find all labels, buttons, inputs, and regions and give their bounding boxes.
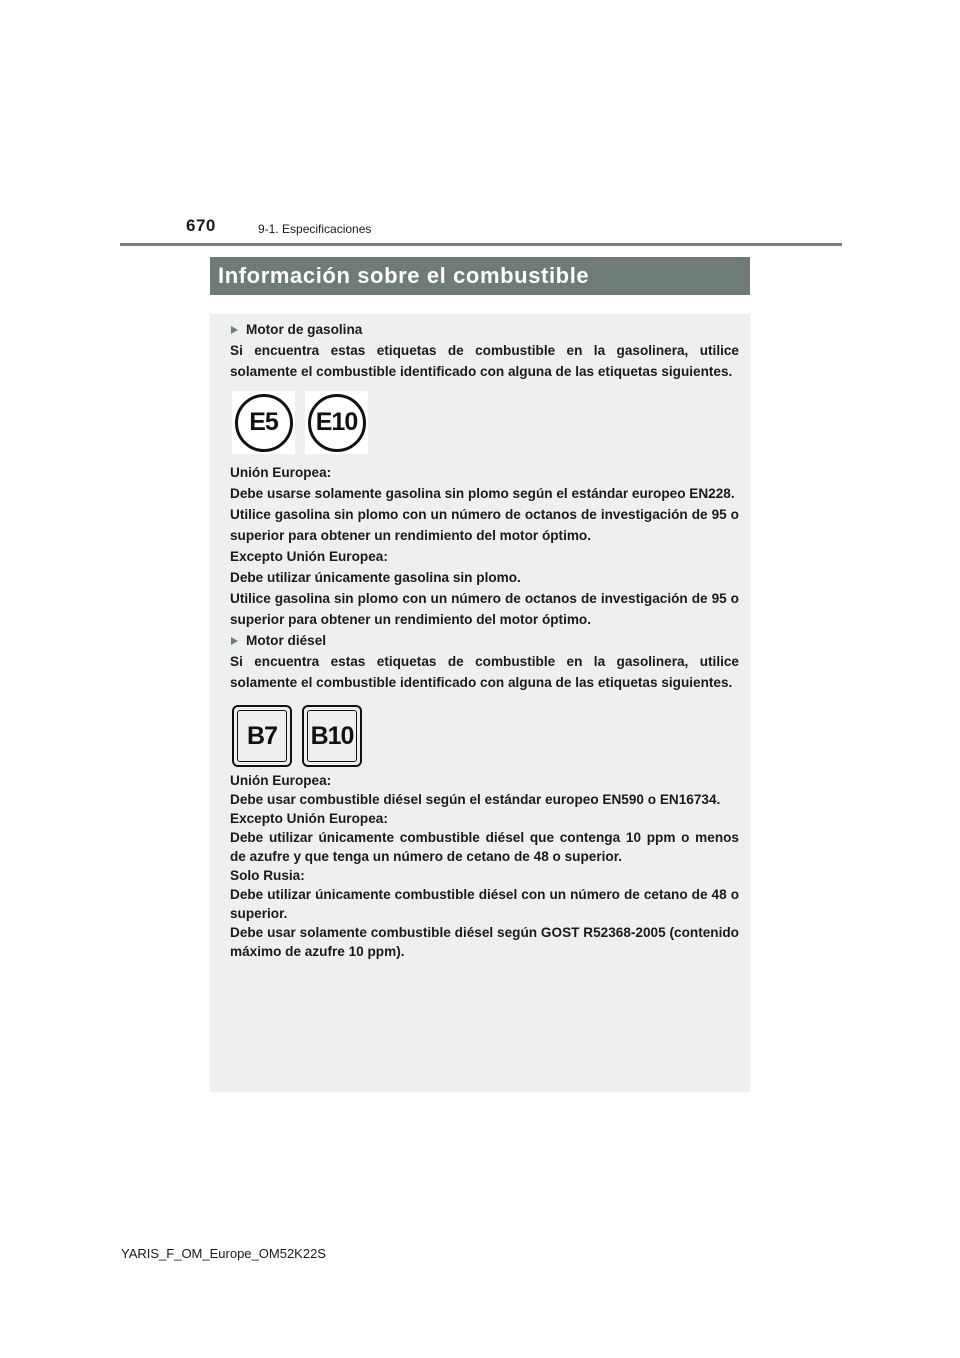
- gasoline-noneu-text-1: Debe utilizar únicamente gasolina sin plomo.: [230, 570, 521, 585]
- diesel-heading: Motor diésel: [230, 630, 739, 651]
- fuel-label-e10: [305, 391, 368, 454]
- document-footer: YARIS_F_OM_Europe_OM52K22S: [121, 1246, 326, 1261]
- fuel-label-e5-icon: E5: [235, 394, 293, 452]
- gasoline-eu-text-2: Utilice gasolina sin plomo con un número de octanos de investigación de 95 o superior para obtener un rendimiento del motor óptimo.: [230, 507, 739, 543]
- diesel-fuel-labels: [232, 705, 739, 767]
- fuel-info-box: [210, 314, 750, 1092]
- section-title: 9-1. Especificaciones: [258, 222, 372, 236]
- gasoline-fuel-labels: [232, 391, 739, 454]
- diesel-intro: Si encuentra estas etiquetas de combustible en la gasolinera, utilice solamente el combustible identificado con alguna de las etiquetas siguientes.: [230, 654, 739, 690]
- gasoline-eu-text-1: Debe usarse solamente gasolina sin plomo según el estándar europeo EN228.: [230, 486, 735, 501]
- diesel-gost-text: Debe usar solamente combustible diésel según GOST R52368-2005 (contenido máximo de azufre 10 ppm).: [230, 925, 739, 959]
- header-divider: [120, 243, 842, 246]
- gasoline-eu-heading: Unión Europea:: [230, 465, 332, 480]
- triangle-bullet-icon: [231, 326, 238, 334]
- fuel-label-b10-icon: B10: [302, 705, 362, 767]
- page-title: Información sobre el combustible: [218, 263, 590, 288]
- fuel-label-e5: [232, 391, 295, 454]
- diesel-eu-heading: Unión Europea:: [230, 773, 332, 788]
- fuel-label-b7-icon: B7: [232, 705, 292, 767]
- fuel-label-e10-icon: E10: [308, 394, 366, 452]
- gasoline-intro: Si encuentra estas etiquetas de combustible en la gasolinera, utilice solamente el combustible identificado con alguna de las etiquetas siguientes.: [230, 343, 739, 379]
- gasoline-heading: Motor de gasolina: [230, 319, 739, 340]
- gasoline-noneu-heading: Excepto Unión Europea:: [230, 549, 388, 564]
- triangle-bullet-icon: [231, 637, 238, 645]
- diesel-russia-heading: Solo Rusia:: [230, 868, 305, 883]
- page-title-bar: [210, 257, 750, 295]
- diesel-russia-text: Debe utilizar únicamente combustible diésel con un número de cetano de 48 o superior.: [230, 887, 739, 921]
- diesel-noneu-text: Debe utilizar únicamente combustible diésel que contenga 10 ppm o menos de azufre y que tenga un número de cetano de 48 o superior.: [230, 830, 739, 864]
- diesel-eu-text: Debe usar combustible diésel según el estándar europeo EN590 o EN16734.: [230, 792, 721, 807]
- gasoline-noneu-text-2: Utilice gasolina sin plomo con un número de octanos de investigación de 95 o superior para obtener un rendimiento del motor óptimo.: [230, 591, 739, 627]
- page-number: 670: [186, 216, 216, 235]
- diesel-noneu-heading: Excepto Unión Europea:: [230, 811, 388, 826]
